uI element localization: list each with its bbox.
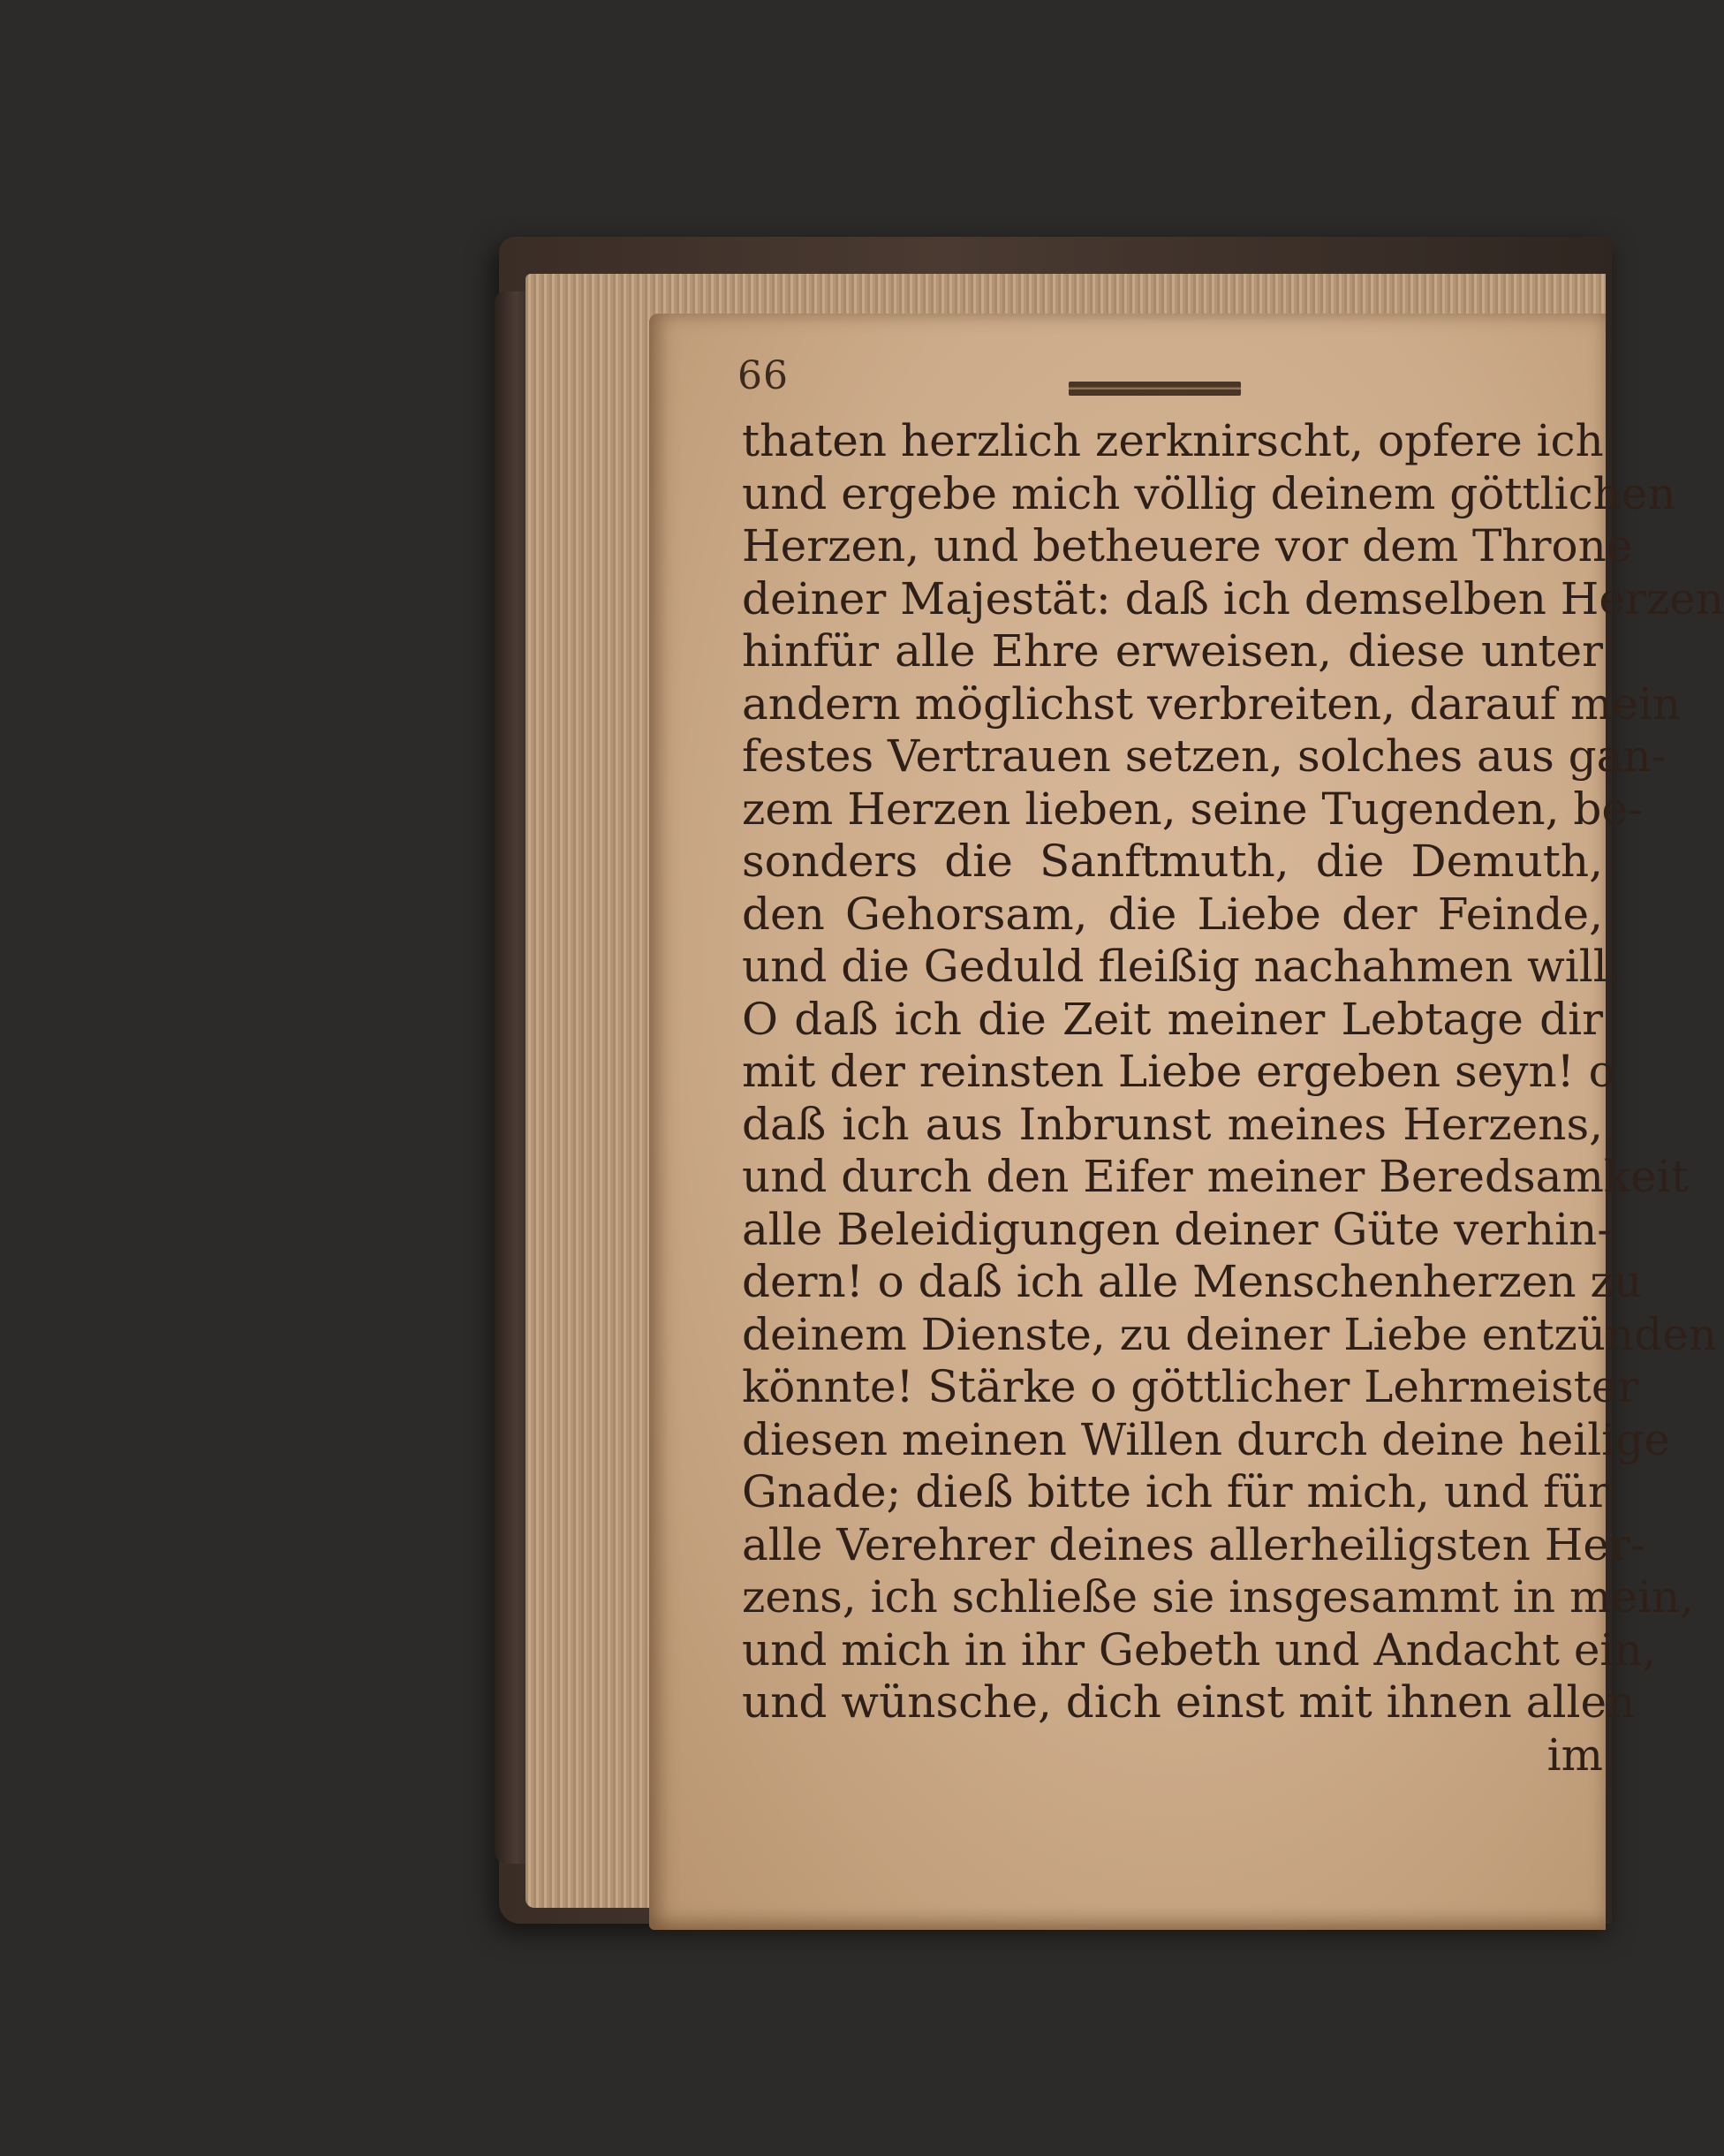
text-line: sonders die Sanftmuth, die Demuth,: [742, 836, 1603, 887]
text-line: und wünsche, dich einst mit ihnen allen: [742, 1676, 1636, 1728]
text-line: Herzen, und betheuere vor dem Throne: [742, 520, 1633, 571]
text-line: und mich in ihr Gebeth und Andacht ein,: [742, 1623, 1657, 1676]
text-line: deiner Majestät: daß ich demselben Herzen: [742, 572, 1724, 624]
text-line: festes Vertrauen setzen, solches aus gan-: [742, 730, 1667, 782]
text-line: diesen meinen Willen durch deine heilige: [742, 1413, 1670, 1465]
text-line: thaten herzlich zerknirscht, opfere ich: [742, 415, 1604, 466]
page-number: 66: [737, 353, 789, 398]
text-line: hinfür alle Ehre erweisen, diese unter: [742, 625, 1603, 677]
text-line: deinem Dienste, zu deiner Liebe entzünden: [742, 1308, 1718, 1360]
text-line: Gnade; dieß bitte ich für mich, und für: [742, 1466, 1609, 1517]
text-line: und ergebe mich völlig deinem göttlichen: [742, 467, 1676, 519]
header-ornament: [1069, 382, 1241, 396]
text-line: O daß ich die Zeit meiner Lebtage dir: [742, 993, 1603, 1045]
page-text: [742, 415, 1724, 1782]
text-line: könnte! Stärke o göttlicher Lehrmeister: [742, 1361, 1639, 1412]
book-spine: [495, 291, 530, 1864]
text-line: dern! o daß ich alle Menschenherzen zu: [742, 1256, 1643, 1307]
text-line: mit der reinsten Liebe ergeben seyn! o: [742, 1046, 1615, 1097]
catchword: im: [1546, 1729, 1603, 1781]
text-line: andern möglichst verbreiten, darauf mein: [742, 677, 1682, 730]
text-line: zens, ich schließe sie insgesammt in mein,: [742, 1571, 1695, 1623]
text-line: alle Beleidigungen deiner Güte verhin-: [742, 1203, 1613, 1255]
text-line: alle Verehrer deines allerheiligsten Her-: [742, 1518, 1645, 1570]
text-line: den Gehorsam, die Liebe der Feinde,: [742, 888, 1603, 940]
text-line: und die Geduld fleißig nachahmen will.: [742, 941, 1622, 992]
text-line: zem Herzen lieben, seine Tugenden, be-: [742, 783, 1643, 835]
text-line: daß ich aus Inbrunst meines Herzens,: [742, 1098, 1603, 1150]
text-line: und durch den Eifer meiner Beredsamkeit: [742, 1151, 1689, 1202]
